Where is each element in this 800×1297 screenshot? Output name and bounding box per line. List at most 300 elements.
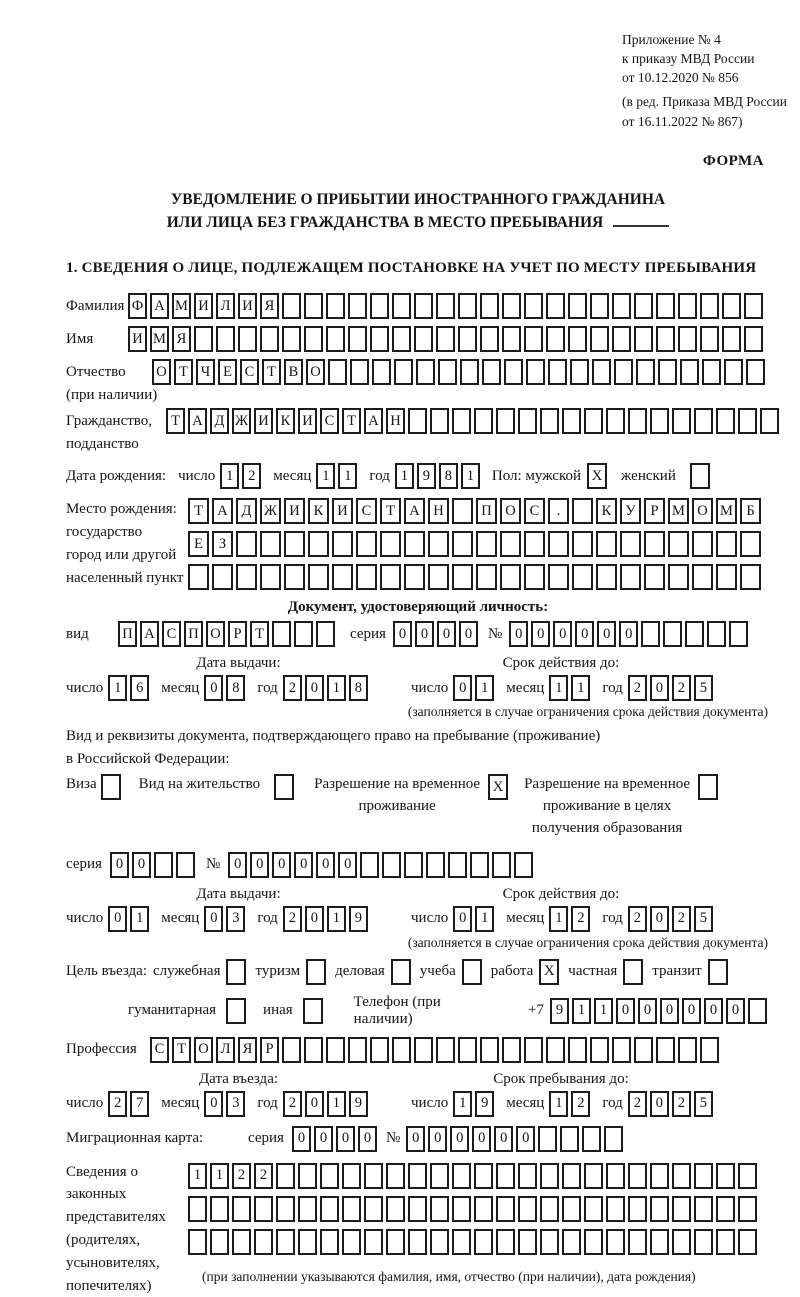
char-cell[interactable]: 0 [250, 852, 269, 878]
char-cell[interactable]: 8 [439, 463, 458, 489]
char-cell[interactable]: И [238, 293, 257, 319]
char-cell[interactable] [194, 326, 213, 352]
char-cell[interactable]: А [404, 498, 425, 524]
char-cell[interactable]: О [500, 498, 521, 524]
char-cell[interactable]: Р [260, 1037, 279, 1063]
char-cell[interactable]: М [150, 326, 169, 352]
char-cell[interactable] [658, 359, 677, 385]
char-cell[interactable] [308, 564, 329, 590]
char-cell[interactable] [692, 564, 713, 590]
phone-input[interactable] [550, 998, 770, 1024]
char-cell[interactable] [448, 852, 467, 878]
char-cell[interactable] [474, 1196, 493, 1222]
purpose-other-checkbox[interactable] [303, 998, 323, 1024]
char-cell[interactable]: 0 [305, 1091, 324, 1117]
char-cell[interactable] [236, 531, 257, 557]
char-cell[interactable]: 0 [650, 906, 669, 932]
char-cell[interactable] [702, 359, 721, 385]
char-cell[interactable]: 0 [616, 998, 635, 1024]
resdoc-expiry-month[interactable] [549, 906, 593, 932]
char-cell[interactable] [650, 1163, 669, 1189]
char-cell[interactable] [452, 1196, 471, 1222]
char-cell[interactable] [350, 359, 369, 385]
char-cell[interactable]: Т [174, 359, 193, 385]
char-cell[interactable] [538, 1126, 557, 1152]
char-cell[interactable] [641, 621, 660, 647]
resdoc-issue-year[interactable] [283, 906, 371, 932]
char-cell[interactable]: 0 [494, 1126, 513, 1152]
char-cell[interactable] [298, 1229, 317, 1255]
char-cell[interactable] [738, 1229, 757, 1255]
char-cell[interactable]: Н [386, 408, 405, 434]
char-cell[interactable] [700, 293, 719, 319]
char-cell[interactable] [584, 408, 603, 434]
char-cell[interactable] [740, 564, 761, 590]
char-cell[interactable] [430, 1163, 449, 1189]
residence-permit-checkbox[interactable] [274, 774, 294, 800]
char-cell[interactable] [458, 326, 477, 352]
char-cell[interactable] [663, 621, 682, 647]
sex-male-checkbox[interactable]: X [587, 463, 607, 489]
char-cell[interactable] [500, 564, 521, 590]
char-cell[interactable] [656, 326, 675, 352]
char-cell[interactable]: 1 [453, 1091, 472, 1117]
char-cell[interactable]: У [620, 498, 641, 524]
char-cell[interactable] [650, 1196, 669, 1222]
char-cell[interactable] [738, 408, 757, 434]
char-cell[interactable] [154, 852, 173, 878]
char-cell[interactable] [294, 621, 313, 647]
char-cell[interactable] [480, 1037, 499, 1063]
char-cell[interactable]: 0 [428, 1126, 447, 1152]
char-cell[interactable] [672, 408, 691, 434]
char-cell[interactable]: 1 [475, 906, 494, 932]
profession-input[interactable] [150, 1037, 722, 1063]
char-cell[interactable] [348, 1037, 367, 1063]
char-cell[interactable]: 2 [108, 1091, 127, 1117]
char-cell[interactable] [232, 1229, 251, 1255]
char-cell[interactable] [386, 1163, 405, 1189]
char-cell[interactable] [568, 326, 587, 352]
char-cell[interactable]: П [118, 621, 137, 647]
char-cell[interactable]: 1 [188, 1163, 207, 1189]
char-cell[interactable]: 0 [453, 675, 472, 701]
char-cell[interactable] [524, 326, 543, 352]
iddoc-series-input[interactable] [393, 621, 481, 647]
char-cell[interactable] [514, 852, 533, 878]
char-cell[interactable]: А [364, 408, 383, 434]
char-cell[interactable]: 3 [226, 1091, 245, 1117]
char-cell[interactable]: А [188, 408, 207, 434]
char-cell[interactable]: 9 [475, 1091, 494, 1117]
char-cell[interactable] [414, 1037, 433, 1063]
char-cell[interactable]: 9 [417, 463, 436, 489]
char-cell[interactable]: 0 [336, 1126, 355, 1152]
char-cell[interactable] [760, 408, 779, 434]
char-cell[interactable] [452, 498, 473, 524]
purpose-tourism-checkbox[interactable] [306, 959, 326, 985]
char-cell[interactable] [452, 531, 473, 557]
char-cell[interactable] [546, 1037, 565, 1063]
char-cell[interactable]: 7 [130, 1091, 149, 1117]
char-cell[interactable] [304, 293, 323, 319]
char-cell[interactable] [496, 1163, 515, 1189]
iddoc-expiry-month[interactable] [549, 675, 593, 701]
char-cell[interactable] [326, 326, 345, 352]
char-cell[interactable]: С [150, 1037, 169, 1063]
char-cell[interactable] [672, 1196, 691, 1222]
migcard-number-input[interactable] [406, 1126, 626, 1152]
resdoc-expiry-year[interactable] [628, 906, 716, 932]
char-cell[interactable]: 0 [204, 675, 223, 701]
iddoc-issue-day[interactable] [108, 675, 152, 701]
char-cell[interactable]: П [476, 498, 497, 524]
char-cell[interactable]: И [284, 498, 305, 524]
char-cell[interactable] [694, 408, 713, 434]
char-cell[interactable]: 2 [628, 675, 647, 701]
char-cell[interactable] [474, 1229, 493, 1255]
char-cell[interactable] [188, 1196, 207, 1222]
char-cell[interactable]: 1 [571, 675, 590, 701]
char-cell[interactable]: 9 [349, 906, 368, 932]
char-cell[interactable]: О [206, 621, 225, 647]
char-cell[interactable]: 0 [338, 852, 357, 878]
char-cell[interactable] [606, 408, 625, 434]
char-cell[interactable]: Ж [232, 408, 251, 434]
char-cell[interactable] [372, 359, 391, 385]
char-cell[interactable] [386, 1196, 405, 1222]
char-cell[interactable] [436, 293, 455, 319]
char-cell[interactable]: С [240, 359, 259, 385]
purpose-transit-checkbox[interactable] [708, 959, 728, 985]
char-cell[interactable] [540, 1229, 559, 1255]
char-cell[interactable]: Т [250, 621, 269, 647]
char-cell[interactable] [342, 1229, 361, 1255]
char-cell[interactable]: 2 [628, 906, 647, 932]
char-cell[interactable]: Е [218, 359, 237, 385]
char-cell[interactable] [458, 1037, 477, 1063]
char-cell[interactable]: И [254, 408, 273, 434]
char-cell[interactable]: 2 [232, 1163, 251, 1189]
char-cell[interactable] [364, 1196, 383, 1222]
char-cell[interactable] [480, 326, 499, 352]
char-cell[interactable]: 2 [672, 1091, 691, 1117]
char-cell[interactable] [428, 564, 449, 590]
char-cell[interactable] [474, 1163, 493, 1189]
char-cell[interactable] [672, 1163, 691, 1189]
char-cell[interactable] [628, 408, 647, 434]
char-cell[interactable] [672, 1229, 691, 1255]
char-cell[interactable]: 0 [472, 1126, 491, 1152]
char-cell[interactable]: К [308, 498, 329, 524]
char-cell[interactable] [452, 564, 473, 590]
char-cell[interactable] [614, 359, 633, 385]
char-cell[interactable] [316, 621, 335, 647]
char-cell[interactable]: Ф [128, 293, 147, 319]
char-cell[interactable] [562, 1229, 581, 1255]
patronymic-input[interactable] [152, 359, 768, 385]
char-cell[interactable] [254, 1196, 273, 1222]
char-cell[interactable] [518, 408, 537, 434]
char-cell[interactable] [604, 1126, 623, 1152]
purpose-study-checkbox[interactable] [462, 959, 482, 985]
char-cell[interactable] [668, 564, 689, 590]
char-cell[interactable]: О [692, 498, 713, 524]
char-cell[interactable] [436, 1037, 455, 1063]
char-cell[interactable]: 1 [327, 1091, 346, 1117]
char-cell[interactable] [746, 359, 765, 385]
char-cell[interactable]: А [212, 498, 233, 524]
char-cell[interactable] [716, 408, 735, 434]
char-cell[interactable] [460, 359, 479, 385]
birth-month-input[interactable] [316, 463, 360, 489]
char-cell[interactable] [504, 359, 523, 385]
char-cell[interactable] [236, 564, 257, 590]
purpose-official-checkbox[interactable] [226, 959, 246, 985]
resdoc-expiry-day[interactable] [453, 906, 497, 932]
char-cell[interactable] [540, 1163, 559, 1189]
char-cell[interactable] [562, 408, 581, 434]
char-cell[interactable] [562, 1163, 581, 1189]
char-cell[interactable]: Т [188, 498, 209, 524]
char-cell[interactable] [738, 1196, 757, 1222]
char-cell[interactable] [526, 359, 545, 385]
char-cell[interactable]: 0 [516, 1126, 535, 1152]
char-cell[interactable]: 0 [110, 852, 129, 878]
char-cell[interactable] [546, 326, 565, 352]
char-cell[interactable] [408, 1229, 427, 1255]
char-cell[interactable] [678, 293, 697, 319]
char-cell[interactable] [364, 1163, 383, 1189]
char-cell[interactable] [620, 564, 641, 590]
char-cell[interactable] [656, 293, 675, 319]
char-cell[interactable] [326, 293, 345, 319]
char-cell[interactable] [524, 293, 543, 319]
char-cell[interactable] [386, 1229, 405, 1255]
char-cell[interactable] [584, 1196, 603, 1222]
char-cell[interactable]: 0 [726, 998, 745, 1024]
char-cell[interactable] [298, 1163, 317, 1189]
char-cell[interactable] [572, 564, 593, 590]
char-cell[interactable] [716, 1163, 735, 1189]
char-cell[interactable] [332, 564, 353, 590]
char-cell[interactable]: . [548, 498, 569, 524]
char-cell[interactable]: М [716, 498, 737, 524]
representatives-row3-input[interactable] [188, 1229, 760, 1255]
char-cell[interactable]: 0 [597, 621, 616, 647]
char-cell[interactable]: 0 [531, 621, 550, 647]
char-cell[interactable]: 0 [437, 621, 456, 647]
char-cell[interactable]: 0 [204, 906, 223, 932]
char-cell[interactable]: 0 [358, 1126, 377, 1152]
char-cell[interactable]: 1 [316, 463, 335, 489]
char-cell[interactable]: 0 [553, 621, 572, 647]
char-cell[interactable] [620, 531, 641, 557]
char-cell[interactable] [392, 293, 411, 319]
char-cell[interactable] [326, 1037, 345, 1063]
char-cell[interactable] [540, 1196, 559, 1222]
char-cell[interactable]: 1 [327, 675, 346, 701]
char-cell[interactable] [612, 326, 631, 352]
char-cell[interactable]: 9 [349, 1091, 368, 1117]
stay-month[interactable] [549, 1091, 593, 1117]
char-cell[interactable] [370, 1037, 389, 1063]
char-cell[interactable]: 0 [509, 621, 528, 647]
char-cell[interactable]: С [524, 498, 545, 524]
char-cell[interactable] [216, 326, 235, 352]
char-cell[interactable] [568, 293, 587, 319]
entry-year[interactable] [283, 1091, 371, 1117]
char-cell[interactable]: 1 [475, 675, 494, 701]
char-cell[interactable]: 1 [210, 1163, 229, 1189]
char-cell[interactable]: Р [228, 621, 247, 647]
char-cell[interactable] [408, 1163, 427, 1189]
char-cell[interactable]: 0 [305, 675, 324, 701]
char-cell[interactable] [492, 852, 511, 878]
char-cell[interactable]: 2 [254, 1163, 273, 1189]
char-cell[interactable]: О [152, 359, 171, 385]
name-input[interactable] [128, 326, 766, 352]
char-cell[interactable]: 1 [549, 906, 568, 932]
char-cell[interactable] [212, 564, 233, 590]
char-cell[interactable] [232, 1196, 251, 1222]
char-cell[interactable] [404, 531, 425, 557]
char-cell[interactable] [744, 293, 763, 319]
purpose-work-checkbox[interactable]: X [539, 959, 559, 985]
char-cell[interactable] [678, 1037, 697, 1063]
char-cell[interactable]: 0 [682, 998, 701, 1024]
char-cell[interactable] [596, 564, 617, 590]
char-cell[interactable] [628, 1163, 647, 1189]
char-cell[interactable] [694, 1229, 713, 1255]
purpose-business-checkbox[interactable] [391, 959, 411, 985]
char-cell[interactable] [276, 1229, 295, 1255]
representatives-row1-input[interactable] [188, 1163, 760, 1189]
char-cell[interactable] [524, 1037, 543, 1063]
char-cell[interactable]: 0 [305, 906, 324, 932]
char-cell[interactable]: 0 [638, 998, 657, 1024]
char-cell[interactable] [284, 564, 305, 590]
char-cell[interactable] [408, 1196, 427, 1222]
char-cell[interactable]: Я [238, 1037, 257, 1063]
char-cell[interactable] [546, 293, 565, 319]
char-cell[interactable]: 0 [393, 621, 412, 647]
resdoc-issue-month[interactable] [204, 906, 248, 932]
char-cell[interactable] [518, 1163, 537, 1189]
char-cell[interactable] [502, 326, 521, 352]
char-cell[interactable] [744, 326, 763, 352]
char-cell[interactable] [680, 359, 699, 385]
char-cell[interactable] [272, 621, 291, 647]
char-cell[interactable] [606, 1163, 625, 1189]
char-cell[interactable] [692, 531, 713, 557]
char-cell[interactable] [502, 1037, 521, 1063]
char-cell[interactable]: И [128, 326, 147, 352]
char-cell[interactable]: 1 [594, 998, 613, 1024]
char-cell[interactable]: Н [428, 498, 449, 524]
char-cell[interactable]: Л [216, 1037, 235, 1063]
char-cell[interactable]: Е [188, 531, 209, 557]
char-cell[interactable]: 2 [283, 1091, 302, 1117]
char-cell[interactable]: 2 [571, 1091, 590, 1117]
char-cell[interactable]: 0 [650, 675, 669, 701]
char-cell[interactable] [260, 531, 281, 557]
char-cell[interactable] [668, 531, 689, 557]
char-cell[interactable]: С [356, 498, 377, 524]
char-cell[interactable]: М [172, 293, 191, 319]
representatives-row2-input[interactable] [188, 1196, 760, 1222]
char-cell[interactable]: 1 [549, 675, 568, 701]
char-cell[interactable] [590, 326, 609, 352]
char-cell[interactable]: 0 [132, 852, 151, 878]
char-cell[interactable]: К [276, 408, 295, 434]
char-cell[interactable] [282, 326, 301, 352]
char-cell[interactable] [408, 408, 427, 434]
char-cell[interactable] [356, 564, 377, 590]
char-cell[interactable]: 0 [406, 1126, 425, 1152]
char-cell[interactable] [634, 293, 653, 319]
char-cell[interactable] [628, 1229, 647, 1255]
char-cell[interactable] [308, 531, 329, 557]
char-cell[interactable]: Т [342, 408, 361, 434]
char-cell[interactable] [590, 1037, 609, 1063]
char-cell[interactable] [650, 1229, 669, 1255]
char-cell[interactable] [284, 531, 305, 557]
char-cell[interactable]: 0 [316, 852, 335, 878]
char-cell[interactable]: 0 [415, 621, 434, 647]
char-cell[interactable] [380, 531, 401, 557]
char-cell[interactable] [584, 1163, 603, 1189]
citizenship-input[interactable] [166, 408, 782, 434]
char-cell[interactable]: Т [262, 359, 281, 385]
char-cell[interactable]: 2 [672, 675, 691, 701]
char-cell[interactable] [320, 1163, 339, 1189]
char-cell[interactable]: К [596, 498, 617, 524]
char-cell[interactable]: 0 [314, 1126, 333, 1152]
char-cell[interactable] [394, 359, 413, 385]
char-cell[interactable] [364, 1229, 383, 1255]
char-cell[interactable] [606, 1196, 625, 1222]
char-cell[interactable]: Ж [260, 498, 281, 524]
char-cell[interactable]: Р [644, 498, 665, 524]
char-cell[interactable] [282, 1037, 301, 1063]
char-cell[interactable] [176, 852, 195, 878]
char-cell[interactable] [304, 1037, 323, 1063]
char-cell[interactable]: 0 [450, 1126, 469, 1152]
char-cell[interactable] [716, 531, 737, 557]
char-cell[interactable]: Т [166, 408, 185, 434]
char-cell[interactable]: М [668, 498, 689, 524]
char-cell[interactable]: Я [260, 293, 279, 319]
char-cell[interactable]: 0 [272, 852, 291, 878]
char-cell[interactable] [404, 564, 425, 590]
sex-female-checkbox[interactable] [690, 463, 710, 489]
char-cell[interactable]: Л [216, 293, 235, 319]
migcard-series-input[interactable] [292, 1126, 380, 1152]
char-cell[interactable] [496, 1196, 515, 1222]
char-cell[interactable] [636, 359, 655, 385]
char-cell[interactable] [276, 1196, 295, 1222]
stay-day[interactable] [453, 1091, 497, 1117]
iddoc-issue-year[interactable] [283, 675, 371, 701]
char-cell[interactable]: 0 [575, 621, 594, 647]
char-cell[interactable] [590, 293, 609, 319]
char-cell[interactable] [476, 531, 497, 557]
char-cell[interactable] [430, 408, 449, 434]
temp-residence-checkbox[interactable]: X [488, 774, 508, 800]
char-cell[interactable] [729, 621, 748, 647]
char-cell[interactable] [382, 852, 401, 878]
